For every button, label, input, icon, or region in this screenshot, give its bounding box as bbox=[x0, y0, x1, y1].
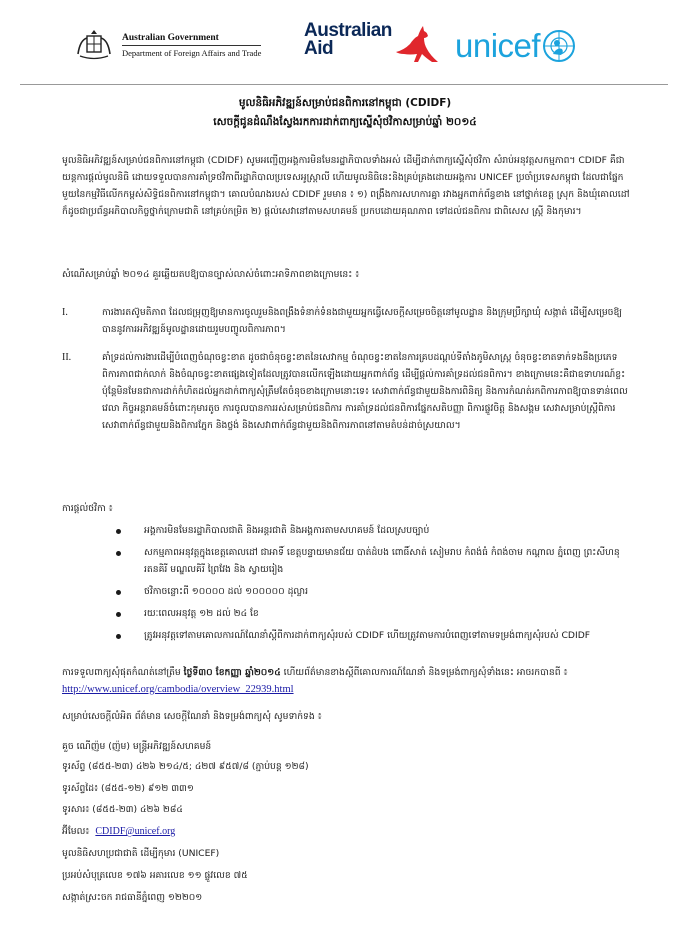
contact-address: ប្រអប់សំបុត្រលេខ ១៧៦ អគារលេខ ១១ ផ្លូវលេខ ៧៥ bbox=[62, 870, 248, 881]
aid-line-2: Aid bbox=[304, 38, 334, 59]
priority-text: ការងារតស៊ូមតិភាព ដែលជម្រុញឱ្យមានការចូលរួមនិងពង្រឹងទំនាក់ទំនងជាមួយអ្នកធ្វើសេចក្តីសម្រេចចិត្តនៅមូលដ្ឋាន និងក្រុមប្រឹក្សាឃុំ សង្កាត់ ដើម្បីសម្រេចឱ្យបាននូវការអភិវឌ្ឍន៍មូលដ្ឋានដោយរួមបញ្ចូលពិការភាព។ bbox=[102, 307, 623, 335]
bullet-icon bbox=[116, 529, 121, 534]
unicef-wordmark: unicef bbox=[455, 27, 541, 64]
deadline-date: ថ្ងៃទី៣០ ខែកញ្ញា ឆ្នាំ២០១៤ bbox=[183, 667, 281, 678]
letterhead bbox=[0, 0, 690, 82]
email-link[interactable]: CDIDF@unicef.org bbox=[95, 826, 176, 837]
bullet-icon bbox=[116, 612, 121, 617]
page-subtitle: សេចក្តីជូនដំណឹងស្វែងរកការដាក់ពាក្យស្នើសុំថវិកាសម្រាប់ឆ្នាំ ២០១៤ bbox=[213, 116, 477, 128]
coat-of-arms-icon bbox=[74, 28, 114, 62]
australian-aid-logo bbox=[304, 22, 440, 68]
funding-item: អង្គការមិនមែនរដ្ឋាភិបាលជាតិ និងអន្តរជាតិ និងអង្គការតាមសហគមន៍ ដែលស្របច្បាប់ bbox=[62, 522, 642, 539]
contact-mobile: ទូរស័ព្ទដៃ៖ (៨៥៥-១២) ៩១២ ៣៣១ bbox=[62, 783, 194, 794]
funding-item: រយៈពេលអនុវត្ត ១២ ដល់ ២៤ ខែ bbox=[62, 605, 642, 622]
funding-label: ការផ្តល់ថវិកា ៖ bbox=[62, 503, 113, 514]
funding-list bbox=[62, 522, 642, 644]
contact-fax: ទូរសារ៖ (៨៥៥-២៣) ៤២៦ ២៨៤ bbox=[62, 804, 183, 815]
contact-phone: ទូរស័ព្ទ (៨៥៥-២៣) ៤២៦ ២១៤/៥; ៤២៧ ៩៥៧/៨ (ភ្ជាប់បន្ត ១២៨) bbox=[62, 761, 309, 772]
bullet-icon bbox=[116, 634, 121, 639]
header-divider bbox=[20, 84, 668, 85]
priority-number: I. bbox=[62, 307, 68, 318]
priority-number: II. bbox=[62, 352, 72, 363]
priority-item bbox=[62, 304, 642, 338]
deadline-paragraph: ការទទួលពាក្យសុំផុតកំណត់នៅត្រឹម ថ្ងៃទី៣០ ខែកញ្ញា ឆ្នាំ២០១៤ ហើយព័ត៌មានខាងស្តីពីគោលការណ៍ណែនាំ និងទម្រង់ពាក្យសុំទាំងនេះ អាចរកបានពី ៖ http://www.unicef.org/cambodia/overview_22939.html bbox=[62, 667, 568, 695]
australian-government-logo bbox=[74, 28, 261, 62]
intro-paragraph: មូលនិធិអភិវឌ្ឍន៍សម្រាប់ជនពិការនៅកម្ពុជា (CDIDF) សូមអញ្ជើញអង្គការមិនមែនរដ្ឋាភិបាលទាំងអស់ ដើម្បីដាក់ពាក្យស្នើសុំថវិកា សំរាប់អនុវត្តសកម្មភាព។ CDIDF គឺជាយន្តការផ្តល់មូលនិធិ ដោយទទួលបានការគាំទ្រថវិកាពីរដ្ឋាភិបាលប្រទេសអូស្ត្រាលី ហើយមូលនិធិនេះនិងគ្រប់គ្រងដោយអង្គការ UNICEF ប្រចាំប្រទេសកម្ពុជា ដែលជាផ្នែកមួយនៃកម្មវិធីលើកកម្ពស់សិទ្ធិជនពិការនៅកម្ពុជា។ គោលបំណងរបស់ CDIDF រួមមាន ៖ ១) ពង្រឹងការសហការគ្នា រវាងអ្នកពាក់ព័ន្ធខាង នៅថ្នាក់ខេត្ត ស្រុក និងឃុំគោលដៅ ក៏ដូចជាប្រព័ន្ធអភិបាលកិច្ចថ្នាក់ក្រោមជាតិ នៅគ្រប់កម្រិត ២) ផ្តល់សេវានៅតាមសហគមន៍ ប្រកបដោយគុណភាព ទៅដល់ជនពិការ ជាពិសេស ស្ត្រី និងកុមារ។ bbox=[62, 155, 630, 217]
bullet-icon bbox=[116, 590, 121, 595]
funding-item: សកម្មភាពអនុវត្តក្នុងខេត្តគោលដៅ ជាអាទិ៍ ខេត្តបន្ទាយមានជ័យ បាត់ដំបង ពោធិ៍សាត់ សៀមរាប កំពង់ធំ កំពង់ចាម កណ្តាល ភ្នំពេញ ព្រះសីហនុ រតនគិរី មណ្ឌលគិរី ព្រៃវែង និង ស្វាយរៀង bbox=[62, 544, 642, 578]
kangaroo-icon bbox=[394, 22, 440, 68]
priorities-intro: សំណើសម្រាប់ឆ្នាំ ២០១៤ គួរឆ្លើយតបឱ្យបានច្បាស់លាស់ចំពោះអាទិភាពខាងក្រោមនេះ ៖ bbox=[62, 269, 360, 280]
priority-text: គាំទ្រដល់ការងារដើម្បីបំពេញចំណុចខ្វះខាត ដូចជាចំនុចខ្វះខាតនៃសេវាកម្ម ចំណុចខ្វះខាតនៃការគ្របដណ្តប់ទីតាំងភូមិសាស្ត្រ ចំនុចខ្វះខាតទាក់ទងនឹងប្រភេទពិការភាពជាក់លាក់ និងចំណុចខ្វះខាតផ្សេងទៀតដែលត្រូវបានលើកឡើងដោយអ្នកពាក់ព័ន្ធ ដើម្បីផ្តល់ការគាំទ្រដល់ជនពិការ។ ខាងក្រោមនេះគឺជាឧទាហរណ៍ខ្លះប៉ុន្តែមិនមែនជាការដាក់កំហិតដល់អ្នកដាក់ពាក្យសុំត្រឹមតែចំនុចខាងក្រោមនោះទេ៖ សេវាពាក់ព័ន្ធជាមួយនិងការពិនិត្យ និងការកំណត់រកពិការភាពឱ្យបានទាន់ពេលវេលា កិច្ចអន្តរាគមន៍ចំពោះកុមារតូច ការចូលបានការរស់សម្រាប់ជនពិការ ការគាំទ្រដល់ជនពិការផ្នែកសតិបញ្ញា ពិការផ្លូវចិត្ត និងសង្គម សេវាសម្រាប់ស្ត្រីពិការ សេវាពាក់ព័ន្ធជាមួយនិងពិការភ្នែក និងថ្លង់ និងសេវាពាក់ព័ន្ធជាមួយនិងពិការភាពនៅតាមតំបន់ដាច់ស្រយាល។ bbox=[102, 352, 628, 431]
funding-item: ថវិកាចន្លោះពី ១០០០០ ដល់ ១០០០០០ ដុល្លារ bbox=[62, 583, 642, 600]
page-title: មូលនិធិអភិវឌ្ឍន៍សម្រាប់ជនពិការនៅកម្ពុជា (CDIDF) bbox=[238, 97, 452, 109]
contact-name: គួច ណើញ៉ម (ញ៉ម) មន្ត្រីអភិវឌ្ឍន៍សហគមន៍ bbox=[62, 741, 212, 752]
gov-line-1: Australian Government bbox=[122, 32, 261, 46]
unicef-globe-icon bbox=[542, 29, 576, 63]
aid-line-1: Australian bbox=[304, 20, 392, 41]
funding-item: ត្រូវអនុវត្តទៅតាមគោលការណ៍ណែនាំស្តីពីការដាក់ពាក្យសុំរបស់ CDIDF ហើយត្រូវតាមការបំពេញទៅតាមទម្រង់ពាក្យសុំរបស់ CDIDF bbox=[62, 627, 642, 644]
email-label: អ៊ីមែល៖ bbox=[62, 826, 90, 837]
gov-line-2: Department of Foreign Affairs and Trade bbox=[122, 47, 262, 58]
contact-org: មូលនិធិសហប្រជាជាតិ ដើម្បីកុមារ (UNICEF) bbox=[62, 848, 220, 859]
guidelines-link[interactable]: http://www.unicef.org/cambodia/overview_22939.html bbox=[62, 684, 294, 695]
contact-intro: សម្រាប់សេចក្តីលំអិត ព័ត៌មាន សេចក្តីណែនាំ និងទម្រង់ពាក្យសុំ សូមទាក់ទង ៖ bbox=[62, 711, 322, 722]
priority-item bbox=[62, 349, 642, 434]
priorities-list bbox=[62, 304, 642, 434]
bullet-icon bbox=[116, 551, 121, 556]
unicef-logo bbox=[455, 28, 576, 64]
contact-email-row bbox=[62, 823, 175, 840]
contact-district: សង្កាត់ស្រះចក រាជធានីភ្នំពេញ ១២២០១ bbox=[62, 892, 203, 903]
